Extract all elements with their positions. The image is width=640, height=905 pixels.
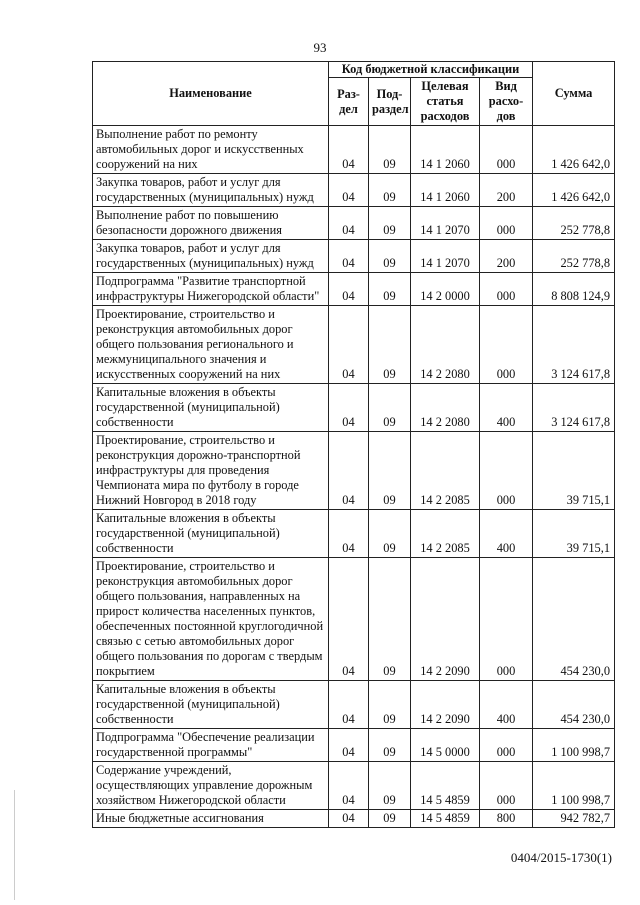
table-row: [93, 273, 615, 306]
cell-sum: 454 230,0: [533, 558, 615, 681]
cell-target: 14 2 2080: [411, 306, 480, 384]
cell-vid: 800: [480, 810, 533, 828]
cell-sum: 942 782,7: [533, 810, 615, 828]
table-row: [93, 207, 615, 240]
page-number: 93: [313, 40, 327, 55]
cell-podrazdel: 09: [369, 729, 411, 762]
cell-razdel: 04: [329, 273, 369, 306]
table-row: [93, 174, 615, 207]
cell-podrazdel: 09: [369, 558, 411, 681]
header-target-article: Целевая статья расходов: [411, 78, 480, 126]
cell-podrazdel: 09: [369, 207, 411, 240]
cell-sum: 39 715,1: [533, 432, 615, 510]
cell-vid: 200: [480, 174, 533, 207]
cell-podrazdel: 09: [369, 174, 411, 207]
header-sum: Сумма: [533, 62, 615, 126]
cell-razdel: 04: [329, 240, 369, 273]
cell-name: Проектирование, строительство и реконструкция дорожно-транспортной инфраструктуры для проведения Чемпионата мира по футболу в городе Нижний Новгород в 2018 году: [93, 432, 329, 510]
table-row: [93, 762, 615, 810]
cell-name: Закупка товаров, работ и услуг для государственных (муниципальных) нужд: [93, 240, 329, 273]
cell-vid: 000: [480, 306, 533, 384]
cell-vid: 000: [480, 762, 533, 810]
cell-target: 14 1 2060: [411, 174, 480, 207]
cell-sum: 1 100 998,7: [533, 729, 615, 762]
cell-razdel: 04: [329, 207, 369, 240]
cell-podrazdel: 09: [369, 126, 411, 174]
table-row: [93, 681, 615, 729]
table-row: [93, 432, 615, 510]
cell-sum: 8 808 124,9: [533, 273, 615, 306]
cell-target: 14 5 4859: [411, 810, 480, 828]
cell-name: Капитальные вложения в объекты государственной (муниципальной) собственности: [93, 510, 329, 558]
cell-target: 14 2 2085: [411, 510, 480, 558]
header-name: Наименование: [93, 62, 329, 126]
cell-target: 14 2 2090: [411, 558, 480, 681]
cell-vid: 000: [480, 432, 533, 510]
cell-sum: 3 124 617,8: [533, 384, 615, 432]
cell-podrazdel: 09: [369, 681, 411, 729]
cell-name: Подпрограмма "Развитие транспортной инфраструктуры Нижегородской области": [93, 273, 329, 306]
cell-name: Содержание учреждений, осуществляющих управление дорожным хозяйством Нижегородской области: [93, 762, 329, 810]
cell-podrazdel: 09: [369, 762, 411, 810]
cell-sum: 1 100 998,7: [533, 762, 615, 810]
cell-vid: 000: [480, 558, 533, 681]
cell-target: 14 5 4859: [411, 762, 480, 810]
header-podrazdel: Под- раздел: [369, 78, 411, 126]
cell-name: Проектирование, строительство и реконструкция автомобильных дорог общего пользования, направленных на прирост количества населенных пунктов, обеспеченных постоянной круглогодичной связью с сетью автомобильных дорог общего пользования по дорогам с твердым покрытием: [93, 558, 329, 681]
cell-razdel: 04: [329, 558, 369, 681]
cell-name: Закупка товаров, работ и услуг для государственных (муниципальных) нужд: [93, 174, 329, 207]
cell-podrazdel: 09: [369, 810, 411, 828]
cell-razdel: 04: [329, 510, 369, 558]
table-row: [93, 558, 615, 681]
budget-table: [92, 61, 615, 828]
header-expense-type: Вид расхо- дов: [480, 78, 533, 126]
cell-podrazdel: 09: [369, 306, 411, 384]
cell-vid: 400: [480, 681, 533, 729]
cell-target: 14 2 2085: [411, 432, 480, 510]
table-row: [93, 510, 615, 558]
cell-podrazdel: 09: [369, 432, 411, 510]
cell-name: Подпрограмма "Обеспечение реализации государственной программы": [93, 729, 329, 762]
cell-target: 14 2 2080: [411, 384, 480, 432]
cell-razdel: 04: [329, 174, 369, 207]
cell-vid: 000: [480, 207, 533, 240]
cell-vid: 000: [480, 273, 533, 306]
cell-vid: 000: [480, 126, 533, 174]
cell-razdel: 04: [329, 729, 369, 762]
scan-edge-line: [14, 790, 15, 900]
cell-podrazdel: 09: [369, 240, 411, 273]
cell-podrazdel: 09: [369, 273, 411, 306]
cell-razdel: 04: [329, 681, 369, 729]
cell-sum: 39 715,1: [533, 510, 615, 558]
cell-name: Выполнение работ по ремонту автомобильных дорог и искусственных сооружений на них: [93, 126, 329, 174]
cell-name: Выполнение работ по повышению безопасности дорожного движения: [93, 207, 329, 240]
table-row: [93, 306, 615, 384]
cell-vid: 400: [480, 384, 533, 432]
cell-sum: 252 778,8: [533, 240, 615, 273]
cell-target: 14 2 0000: [411, 273, 480, 306]
cell-name: Иные бюджетные ассигнования: [93, 810, 329, 828]
cell-podrazdel: 09: [369, 510, 411, 558]
cell-sum: 454 230,0: [533, 681, 615, 729]
document-code: 0404/2015-1730(1): [510, 850, 612, 865]
cell-sum: 252 778,8: [533, 207, 615, 240]
table-row: [93, 729, 615, 762]
cell-target: 14 5 0000: [411, 729, 480, 762]
table-row: [93, 240, 615, 273]
table-row: [93, 810, 615, 828]
table-row: [93, 126, 615, 174]
cell-target: 14 1 2070: [411, 240, 480, 273]
cell-name: Капитальные вложения в объекты государственной (муниципальной) собственности: [93, 384, 329, 432]
cell-razdel: 04: [329, 306, 369, 384]
cell-razdel: 04: [329, 810, 369, 828]
cell-sum: 1 426 642,0: [533, 126, 615, 174]
header-razdel: Раз- дел: [329, 78, 369, 126]
cell-razdel: 04: [329, 126, 369, 174]
header-classification-group: Код бюджетной классификации: [329, 62, 533, 78]
table-row: [93, 384, 615, 432]
cell-target: 14 1 2060: [411, 126, 480, 174]
cell-vid: 000: [480, 729, 533, 762]
cell-target: 14 1 2070: [411, 207, 480, 240]
cell-sum: 3 124 617,8: [533, 306, 615, 384]
cell-sum: 1 426 642,0: [533, 174, 615, 207]
cell-vid: 200: [480, 240, 533, 273]
cell-target: 14 2 2090: [411, 681, 480, 729]
cell-razdel: 04: [329, 762, 369, 810]
cell-razdel: 04: [329, 432, 369, 510]
cell-razdel: 04: [329, 384, 369, 432]
cell-vid: 400: [480, 510, 533, 558]
cell-name: Проектирование, строительство и реконструкция автомобильных дорог общего пользования регионального и межмуниципального значения и искусственных сооружений на них: [93, 306, 329, 384]
cell-podrazdel: 09: [369, 384, 411, 432]
cell-name: Капитальные вложения в объекты государственной (муниципальной) собственности: [93, 681, 329, 729]
